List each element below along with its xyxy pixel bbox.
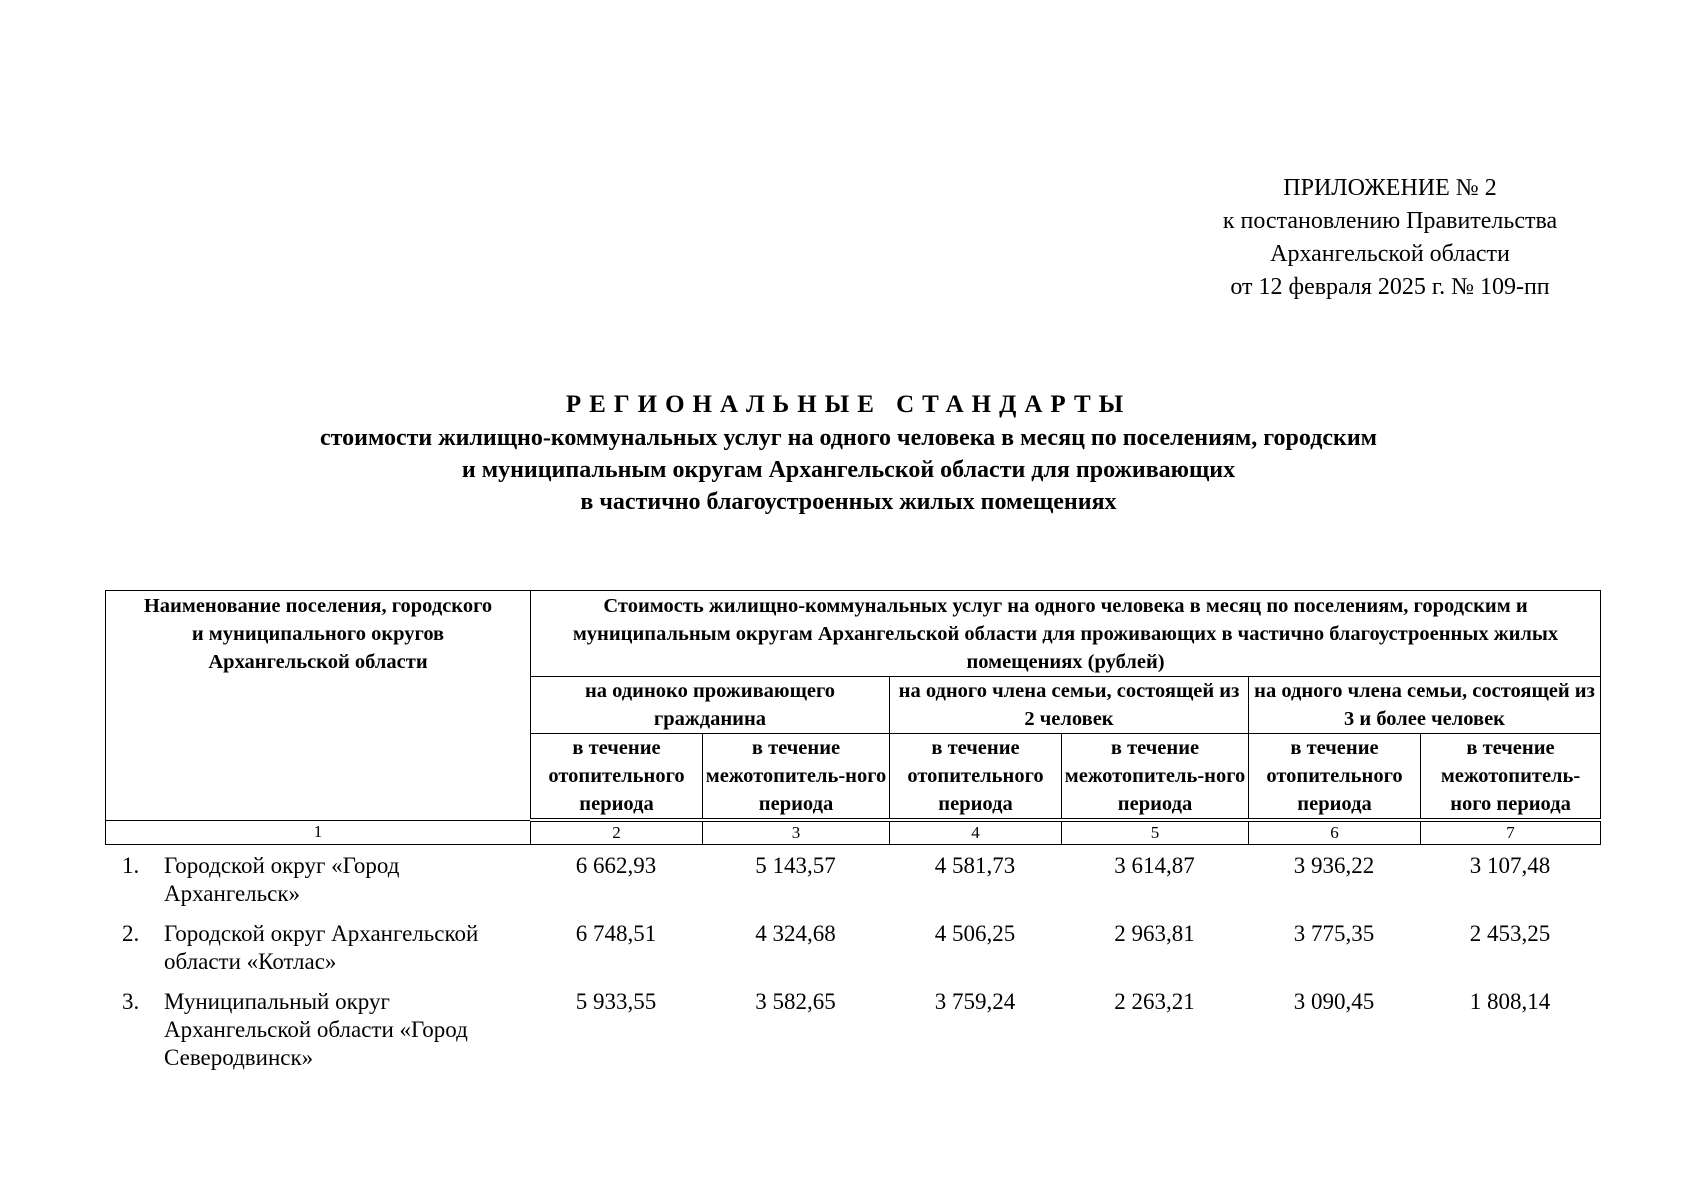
subheader-nonheating: в течение межотопитель-ного периода [1421, 734, 1601, 821]
column-header-settlement: Наименование поселения, городского и муниципального округов Архангельской области [106, 591, 531, 821]
document-heading [100, 388, 1597, 518]
cell-value: 3 090,45 [1293, 989, 1375, 1014]
cell-value: 4 324,68 [755, 921, 836, 946]
group-header-family-3: на одного члена семьи, состоящей из 3 и более человек [1249, 677, 1601, 734]
appendix-date: от 12 февраля 2025 г. № 109-пп [1230, 274, 1550, 300]
cell-value: 3 614,87 [1114, 853, 1195, 878]
row-settlement-name: Городской округ «Город Архангельск» [164, 853, 400, 906]
group-header-single: на одиноко проживающего гражданина [531, 677, 890, 734]
cell-value: 2 963,81 [1114, 921, 1195, 946]
cell-value: 5 143,57 [755, 853, 836, 878]
subheader-nonheating: в течение межотопитель-ного периода [703, 734, 890, 821]
subheader-heating: в течение отопительного периода [531, 734, 703, 821]
table-row [105, 988, 1600, 1072]
column-number: 6 [1249, 820, 1421, 845]
cell-value: 3 936,22 [1293, 853, 1375, 878]
table-row [105, 920, 1600, 988]
row-number: 3. [122, 989, 140, 1014]
column-number: 2 [531, 820, 703, 845]
cell-value: 5 933,55 [575, 989, 657, 1014]
table-row [105, 852, 1600, 920]
row-number: 2. [122, 921, 140, 946]
cell-value: 3 582,65 [755, 989, 836, 1014]
cell-value: 6 748,51 [575, 921, 657, 946]
column-number: 7 [1421, 820, 1601, 845]
cell-value: 3 775,35 [1293, 921, 1375, 946]
cell-value: 3 107,48 [1469, 853, 1551, 878]
cell-value: 1 808,14 [1469, 989, 1551, 1014]
row-settlement-name: Городской округ Архангельской области «Котлас» [164, 921, 479, 974]
column-number: 1 [106, 820, 531, 845]
cell-value: 6 662,93 [575, 853, 657, 878]
document-subtitle-line-1: стоимости жилищно-коммунальных услуг на одного человека в месяц по поселениям, городским [319, 425, 1378, 451]
row-number: 1. [122, 853, 140, 878]
document-subtitle-line-3: в частично благоустроенных жилых помещениях [580, 489, 1117, 515]
appendix-block [1130, 172, 1650, 304]
group-header-family-2: на одного члена семьи, состоящей из 2 человек [890, 677, 1249, 734]
subheader-heating: в течение отопительного периода [1249, 734, 1421, 821]
cell-value: 2 453,25 [1469, 921, 1551, 946]
document-title: РЕГИОНАЛЬНЫЕ СТАНДАРТЫ [565, 391, 1132, 418]
standards-table-body [105, 852, 1600, 1072]
standards-table-header [105, 590, 1601, 845]
column-header-cost: Стоимость жилищно-коммунальных услуг на одного человека в месяц по поселениям, городским и муниципальным округам Архангельской области для проживающих в частично благоустроенных жилых помещениях (рублей) [531, 591, 1601, 677]
column-number: 5 [1062, 820, 1249, 845]
cell-value: 2 263,21 [1114, 989, 1195, 1014]
appendix-title: ПРИЛОЖЕНИЕ № 2 [1283, 175, 1497, 201]
cell-value: 4 581,73 [934, 853, 1016, 878]
document-subtitle-line-2: и муниципальным округам Архангельской области для проживающих [461, 457, 1236, 483]
row-settlement-name: Муниципальный округ Архангельской области «Город Северодвинск» [164, 989, 468, 1070]
subheader-heating: в течение отопительного периода [890, 734, 1062, 821]
cell-value: 4 506,25 [934, 921, 1016, 946]
cell-value: 3 759,24 [934, 989, 1016, 1014]
column-number: 4 [890, 820, 1062, 845]
column-number: 3 [703, 820, 890, 845]
appendix-region: Архангельской области [1270, 241, 1510, 267]
appendix-ref: к постановлению Правительства [1222, 208, 1558, 234]
subheader-nonheating: в течение межотопитель-ного периода [1062, 734, 1249, 821]
